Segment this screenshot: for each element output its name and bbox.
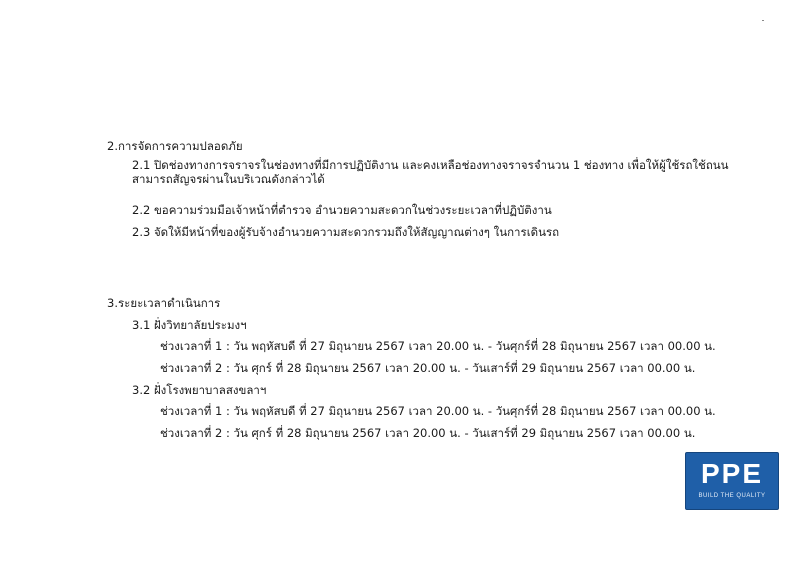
logo-mark: PPE: [700, 458, 764, 489]
section-3-heading: 3.ระยะเวลาดำเนินการ: [107, 296, 221, 310]
item-2-1: 2.1 ปิดช่องทางการจราจรในช่องทางที่มีการปฏิบัติงาน และคงเหลือช่องทางจราจรจำนวน 1 ช่องทาง เพื่อให้ผู้ใช้รถใช้ถนนสามารถสัญจรผ่านในบริเวณดังกล่าวได้: [132, 158, 729, 186]
site-3-1-period-1: ช่วงเวลาที่ 1 : วัน พฤหัสบดี ที่ 27 มิถุนายน 2567 เวลา 20.00 น. - วันศุกร์ที่ 28 มิถุนายน 2567 เวลา 00.00 น.: [160, 339, 716, 353]
section-2-heading: 2.การจัดการความปลอดภัย: [107, 139, 243, 153]
item-2-3: 2.3 จัดให้มีหน้าที่ของผู้รับจ้างอำนวยความสะดวกรวมถึงให้สัญญาณต่างๆ ในการเดินรถ: [132, 225, 560, 239]
site-3-2-period-2: ช่วงเวลาที่ 2 : วัน ศุกร์ ที่ 28 มิถุนายน 2567 เวลา 20.00 น. - วันเสาร์ที่ 29 มิถุนายน 2567 เวลา 00.00 น.: [160, 426, 696, 440]
item-2-2: 2.2 ขอความร่วมมือเจ้าหน้าที่ตำรวจ อำนวยความสะดวกในช่วงระยะเวลาที่ปฏิบัติงาน: [132, 203, 552, 217]
site-3-2-title: 3.2 ฝั่งโรงพยาบาลสงขลาฯ: [132, 383, 267, 397]
ppe-logo: [685, 452, 779, 510]
scan-speck: [762, 20, 764, 21]
site-3-1-period-2: ช่วงเวลาที่ 2 : วัน ศุกร์ ที่ 28 มิถุนายน 2567 เวลา 20.00 น. - วันเสาร์ที่ 29 มิถุนายน 2567 เวลา 00.00 น.: [160, 361, 696, 375]
logo-tagline: BUILD THE QUALITY: [698, 493, 766, 499]
site-3-2-period-1: ช่วงเวลาที่ 1 : วัน พฤหัสบดี ที่ 27 มิถุนายน 2567 เวลา 20.00 น. - วันศุกร์ที่ 28 มิถุนายน 2567 เวลา 00.00 น.: [160, 404, 716, 418]
site-3-1-title: 3.1 ฝั่งวิทยาลัยประมงฯ: [132, 318, 247, 332]
